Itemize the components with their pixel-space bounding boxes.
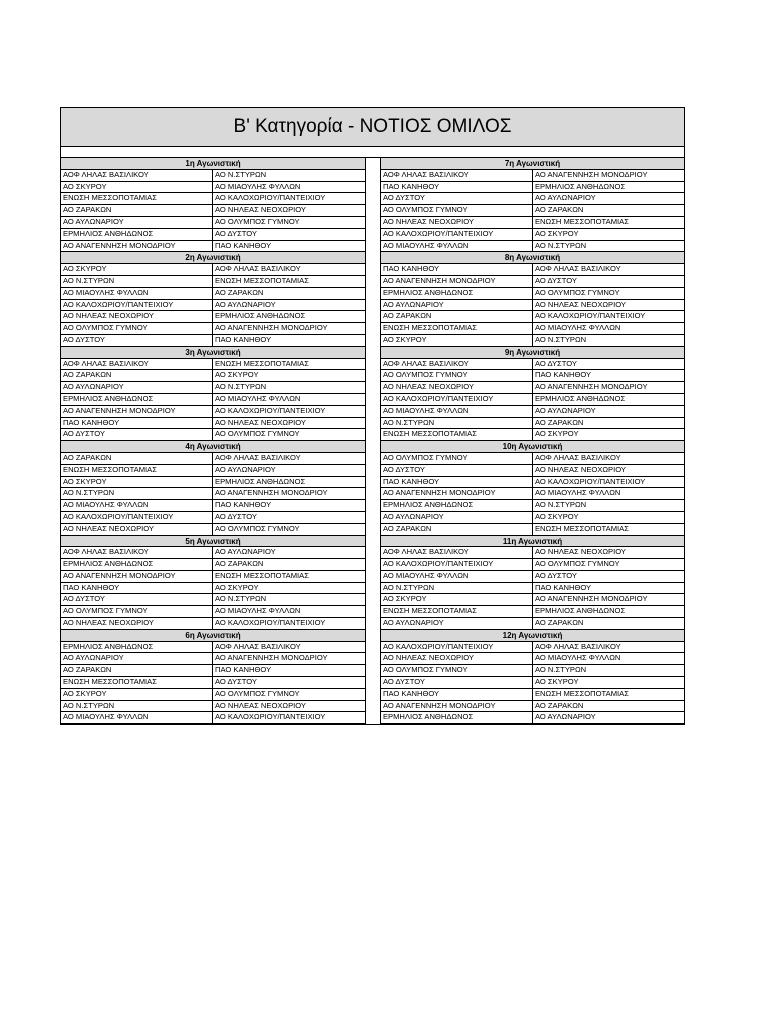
home-team-cell: ΑΟ ΟΛΥΜΠΟΣ ΓΥΜΝΟΥ [381,453,533,464]
home-team-cell: ΑΟ Ν.ΣΤΥΡΩΝ [381,418,533,429]
home-team-cell: ΑΟ ΝΗΛΕΑΣ ΝΕΟΧΩΡΙΟΥ [381,653,533,664]
away-team-cell: ΑΟ ΔΥΣΤΟΥ [215,511,257,521]
away-team-cell: ΑΟ ΟΛΥΜΠΟΣ ΓΥΜΝΟΥ [534,559,620,569]
away-team-cell: ΕΝΩΣΗ ΜΕΣΣΟΠΟΤΑΜΙΑΣ [534,216,629,226]
away-team-cell: ΑΟ ΚΑΛΟΧΩΡΙΟΥ/ΠΑΝΤΕΙΧΙΟΥ [534,476,646,486]
match-row [61,335,365,347]
round-header: 7η Αγωνιστική [381,158,684,170]
match-row [381,653,684,665]
match-row [381,323,684,335]
round-block [61,252,365,346]
match-row [61,229,365,241]
match-row [61,477,365,489]
home-team-cell: ΕΡΜΗΛΙΟΣ ΑΝΘΗΔΩΝΟΣ [381,712,533,723]
away-team-cell: ΑΟ ΝΗΛΕΑΣ ΝΕΟΧΩΡΙΟΥ [215,700,306,710]
away-team-cell: ΑΟ ΣΚΥΡΟΥ [534,429,579,439]
away-team-cell: ΑΟ ΑΥΛΩΝΑΡΙΟΥ [534,712,596,722]
away-team-cell: ΑΟ ΝΗΛΕΑΣ ΝΕΟΧΩΡΙΟΥ [534,299,626,309]
match-row [61,370,365,382]
match-row [381,477,684,489]
match-row [381,583,684,595]
home-team-cell: ΑΟ ΟΛΥΜΠΟΣ ΓΥΜΝΟΥ [381,205,533,216]
home-team-cell: ΑΟ ΚΑΛΟΧΩΡΙΟΥ/ΠΑΝΤΕΙΧΙΟΥ [381,394,533,405]
home-team-cell: ΑΟ ΟΛΥΜΠΟΣ ΓΥΜΝΟΥ [61,323,213,334]
away-team-cell: ΕΡΜΗΛΙΟΣ ΑΝΘΗΔΩΝΟΣ [534,181,626,191]
away-team-cell: ΑΟ ΔΥΣΤΟΥ [215,228,257,238]
away-team-cell: ΑΟ ΑΝΑΓΕΝΝΗΣΗ ΜΟΝΟΔΡΙΟΥ [534,382,648,392]
away-team-cell: ΑΟ Ν.ΣΤΥΡΩΝ [534,240,587,250]
away-team-cell: ΑΟ ΜΙΑΟΥΛΗΣ ΦΥΛΛΩΝ [534,653,621,663]
match-row [61,583,365,595]
round-block [61,158,365,252]
match-row [61,712,365,724]
match-row [381,465,684,477]
match-row [61,689,365,701]
round-header: 11η Αγωνιστική [381,536,684,548]
match-row [381,429,684,441]
home-team-cell: ΑΟ ΜΙΑΟΥΛΗΣ ΦΥΛΛΩΝ [61,288,213,299]
home-team-cell: ΕΡΜΗΛΙΟΣ ΑΝΘΗΔΩΝΟΣ [61,559,213,570]
away-team-cell: ΑΟΦ ΛΗΛΑΣ ΒΑΣΙΛΙΚΟΥ [215,641,301,651]
round-block [61,441,365,535]
match-row [381,571,684,583]
home-team-cell: ΑΟ ΣΚΥΡΟΥ [381,594,533,605]
away-team-cell: ΕΡΜΗΛΙΟΣ ΑΝΘΗΔΩΝΟΣ [534,606,626,616]
away-team-cell: ΑΟ Ν.ΣΤΥΡΩΝ [215,594,267,604]
match-row [61,323,365,335]
home-team-cell: ΑΟ ΚΑΛΟΧΩΡΙΟΥ/ΠΑΝΤΕΙΧΙΟΥ [61,512,213,523]
away-team-cell: ΑΟ ΣΚΥΡΟΥ [534,677,579,687]
home-team-cell: ΑΟ ΔΥΣΤΟΥ [381,193,533,204]
match-row [61,465,365,477]
home-team-cell: ΑΟΦ ΛΗΛΑΣ ΒΑΣΙΛΙΚΟΥ [381,359,533,370]
match-row [61,359,365,371]
away-team-cell: ΑΟ ΣΚΥΡΟΥ [534,228,579,238]
match-row [381,500,684,512]
away-team-cell: ΠΑΟ ΚΑΝΗΘΟΥ [534,370,592,380]
left-rounds-column [61,158,366,724]
match-row [61,193,365,205]
home-team-cell: ΑΟ Ν.ΣΤΥΡΩΝ [61,701,213,712]
away-team-cell: ΑΟ ΖΑΡΑΚΩΝ [534,205,584,215]
home-team-cell: ΑΟ Ν.ΣΤΥΡΩΝ [381,583,533,594]
away-team-cell: ΑΟ ΑΝΑΓΕΝΝΗΣΗ ΜΟΝΟΔΡΙΟΥ [534,594,648,604]
home-team-cell: ΑΟ ΝΗΛΕΑΣ ΝΕΟΧΩΡΙΟΥ [381,382,533,393]
home-team-cell: ΑΟ ΜΙΑΟΥΛΗΣ ΦΥΛΛΩΝ [381,406,533,417]
match-row [381,382,684,394]
away-team-cell: ΕΝΩΣΗ ΜΕΣΣΟΠΟΤΑΜΙΑΣ [215,275,309,285]
away-team-cell: ΕΡΜΗΛΙΟΣ ΑΝΘΗΔΩΝΟΣ [215,311,306,321]
home-team-cell: ΑΟ ΚΑΛΟΧΩΡΙΟΥ/ΠΑΝΤΕΙΧΙΟΥ [61,300,213,311]
match-row [381,642,684,654]
away-team-cell: ΑΟ ΚΑΛΟΧΩΡΙΟΥ/ΠΑΝΤΕΙΧΙΟΥ [534,311,646,321]
home-team-cell: ΑΟ ΟΛΥΜΠΟΣ ΓΥΜΝΟΥ [381,370,533,381]
home-team-cell: ΕΡΜΗΛΙΟΣ ΑΝΘΗΔΩΝΟΣ [381,288,533,299]
away-team-cell: ΕΝΩΣΗ ΜΕΣΣΟΠΟΤΑΜΙΑΣ [215,358,309,368]
schedule-grid [61,158,684,724]
away-team-cell: ΑΟ ΣΚΥΡΟΥ [534,511,579,521]
home-team-cell: ΑΟ ΣΚΥΡΟΥ [61,477,213,488]
away-team-cell: ΑΟ ΜΙΑΟΥΛΗΣ ΦΥΛΛΩΝ [215,181,301,191]
match-row [381,370,684,382]
match-row [381,665,684,677]
match-row [381,264,684,276]
round-block [61,536,365,630]
home-team-cell: ΑΟ ΖΑΡΑΚΩΝ [61,453,213,464]
round-header: 2η Αγωνιστική [61,252,365,264]
home-team-cell: ΑΟΦ ΛΗΛΑΣ ΒΑΣΙΛΙΚΟΥ [381,547,533,558]
match-row [381,512,684,524]
home-team-cell: ΑΟ ΑΝΑΓΕΝΝΗΣΗ ΜΟΝΟΔΡΙΟΥ [381,701,533,712]
home-team-cell: ΑΟ ΖΑΡΑΚΩΝ [61,665,213,676]
home-team-cell: ΠΑΟ ΚΑΝΗΘΟΥ [381,689,533,700]
away-team-cell: ΑΟ ΖΑΡΑΚΩΝ [534,618,584,628]
match-row [381,618,684,630]
home-team-cell: ΑΟ ΔΥΣΤΟΥ [61,429,213,440]
match-row [61,571,365,583]
round-header: 4η Αγωνιστική [61,441,365,453]
home-team-cell: ΕΝΩΣΗ ΜΕΣΣΟΠΟΤΑΜΙΑΣ [381,323,533,334]
home-team-cell: ΑΟ ΣΚΥΡΟΥ [61,264,213,275]
match-row [61,300,365,312]
away-team-cell: ΠΑΟ ΚΑΝΗΘΟΥ [215,240,272,250]
away-team-cell: ΠΑΟ ΚΑΝΗΘΟΥ [534,582,592,592]
home-team-cell: ΑΟ ΑΝΑΓΕΝΝΗΣΗ ΜΟΝΟΔΡΙΟΥ [61,406,213,417]
match-row [61,512,365,524]
match-row [381,606,684,618]
away-team-cell: ΑΟ ΟΛΥΜΠΟΣ ΓΥΜΝΟΥ [215,216,300,226]
away-team-cell: ΑΟ ΑΝΑΓΕΝΝΗΣΗ ΜΟΝΟΔΡΙΟΥ [215,488,328,498]
away-team-cell: ΑΟ ΟΛΥΜΠΟΣ ΓΥΜΝΟΥ [215,523,300,533]
away-team-cell: ΑΟ ΑΥΛΩΝΑΡΙΟΥ [534,405,596,415]
away-team-cell: ΑΟ ΔΥΣΤΟΥ [534,275,577,285]
match-row [381,524,684,536]
away-team-cell: ΑΟ Ν.ΣΤΥΡΩΝ [534,334,587,344]
home-team-cell: ΑΟ ΚΑΛΟΧΩΡΙΟΥ/ΠΑΝΤΕΙΧΙΟΥ [381,642,533,653]
away-team-cell: ΠΑΟ ΚΑΝΗΘΟΥ [215,665,272,675]
home-team-cell: ΑΟ ΑΥΛΩΝΑΡΙΟΥ [61,217,213,228]
home-team-cell: ΑΟ ΝΗΛΕΑΣ ΝΕΟΧΩΡΙΟΥ [61,311,213,322]
round-header: 9η Αγωνιστική [381,347,684,359]
away-team-cell: ΑΟ ΑΥΛΩΝΑΡΙΟΥ [215,299,276,309]
home-team-cell: ΑΟ ΑΥΛΩΝΑΡΙΟΥ [381,300,533,311]
away-team-cell: ΠΑΟ ΚΑΝΗΘΟΥ [215,334,272,344]
home-team-cell: ΑΟΦ ΛΗΛΑΣ ΒΑΣΙΛΙΚΟΥ [381,170,533,181]
home-team-cell: ΑΟΦ ΛΗΛΑΣ ΒΑΣΙΛΙΚΟΥ [61,359,213,370]
away-team-cell: ΑΟ ΔΥΣΤΟΥ [215,677,257,687]
home-team-cell: ΑΟ ΚΑΛΟΧΩΡΙΟΥ/ΠΑΝΤΕΙΧΙΟΥ [381,229,533,240]
away-team-cell: ΑΟ ΑΝΑΓΕΝΝΗΣΗ ΜΟΝΟΔΡΙΟΥ [534,169,648,179]
home-team-cell: ΑΟ Ν.ΣΤΥΡΩΝ [61,276,213,287]
away-team-cell: ΑΟΦ ΛΗΛΑΣ ΒΑΣΙΛΙΚΟΥ [215,264,301,274]
away-team-cell: ΑΟ ΜΙΑΟΥΛΗΣ ΦΥΛΛΩΝ [534,323,621,333]
home-team-cell: ΑΟ ΟΛΥΜΠΟΣ ΓΥΜΝΟΥ [381,665,533,676]
right-rounds-column [380,158,684,724]
match-row [381,193,684,205]
home-team-cell: ΑΟ ΑΝΑΓΕΝΝΗΣΗ ΜΟΝΟΔΡΙΟΥ [381,276,533,287]
home-team-cell: ΑΟ ΚΑΛΟΧΩΡΙΟΥ/ΠΑΝΤΕΙΧΙΟΥ [381,559,533,570]
away-team-cell: ΑΟ ΣΚΥΡΟΥ [215,370,259,380]
away-team-cell: ΑΟ ΜΙΑΟΥΛΗΣ ΦΥΛΛΩΝ [215,393,301,403]
match-row [61,394,365,406]
home-team-cell: ΑΟ ΑΥΛΩΝΑΡΙΟΥ [61,382,213,393]
away-team-cell: ΑΟ ΖΑΡΑΚΩΝ [534,417,584,427]
home-team-cell: ΑΟ ΖΑΡΑΚΩΝ [61,205,213,216]
match-row [381,217,684,229]
home-team-cell: ΕΝΩΣΗ ΜΕΣΣΟΠΟΤΑΜΙΑΣ [381,606,533,617]
round-block [381,252,684,346]
home-team-cell: ΑΟ ΜΙΑΟΥΛΗΣ ΦΥΛΛΩΝ [381,571,533,582]
home-team-cell: ΠΑΟ ΚΑΝΗΘΟΥ [61,583,213,594]
home-team-cell: ΑΟ ΔΥΣΤΟΥ [61,335,213,346]
away-team-cell: ΑΟ ΑΝΑΓΕΝΝΗΣΗ ΜΟΝΟΔΡΙΟΥ [215,323,328,333]
home-team-cell: ΑΟ ΑΝΑΓΕΝΝΗΣΗ ΜΟΝΟΔΡΙΟΥ [61,241,213,252]
match-row [61,241,365,253]
home-team-cell: ΑΟ ΟΛΥΜΠΟΣ ΓΥΜΝΟΥ [61,606,213,617]
match-row [381,453,684,465]
away-team-cell: ΑΟ ΔΥΣΤΟΥ [534,570,577,580]
match-row [61,453,365,465]
match-row [381,701,684,713]
away-team-cell: ΑΟ ΚΑΛΟΧΩΡΙΟΥ/ΠΑΝΤΕΙΧΙΟΥ [215,405,326,415]
match-row [61,182,365,194]
away-team-cell: ΠΑΟ ΚΑΝΗΘΟΥ [215,500,272,510]
match-row [381,406,684,418]
home-team-cell: ΕΝΩΣΗ ΜΕΣΣΟΠΟΤΑΜΙΑΣ [61,465,213,476]
round-header: 1η Αγωνιστική [61,158,365,170]
match-row [381,394,684,406]
round-header: 5η Αγωνιστική [61,536,365,548]
home-team-cell: ΠΑΟ ΚΑΝΗΘΟΥ [381,182,533,193]
home-team-cell: ΑΟΦ ΛΗΛΑΣ ΒΑΣΙΛΙΚΟΥ [61,170,213,181]
away-team-cell: ΑΟ ΜΙΑΟΥΛΗΣ ΦΥΛΛΩΝ [215,606,301,616]
away-team-cell: ΑΟ ΚΑΛΟΧΩΡΙΟΥ/ΠΑΝΤΕΙΧΙΟΥ [215,712,326,722]
match-row [381,488,684,500]
match-row [61,170,365,182]
away-team-cell: ΑΟ ΚΑΛΟΧΩΡΙΟΥ/ΠΑΝΤΕΙΧΙΟΥ [215,193,326,203]
away-team-cell: ΑΟ Ν.ΣΤΥΡΩΝ [215,169,267,179]
home-team-cell: ΑΟ ΖΑΡΑΚΩΝ [381,311,533,322]
match-row [381,170,684,182]
match-row [381,300,684,312]
round-header: 10η Αγωνιστική [381,441,684,453]
away-team-cell: ΑΟ ΟΛΥΜΠΟΣ ΓΥΜΝΟΥ [215,688,300,698]
home-team-cell: ΕΡΜΗΛΙΟΣ ΑΝΘΗΔΩΝΟΣ [61,394,213,405]
away-team-cell: ΑΟ ΔΥΣΤΟΥ [534,358,577,368]
match-row [61,217,365,229]
match-row [381,205,684,217]
home-team-cell: ΑΟ ΖΑΡΑΚΩΝ [61,370,213,381]
match-row [61,701,365,713]
match-row [61,559,365,571]
match-row [61,594,365,606]
round-header: 8η Αγωνιστική [381,252,684,264]
away-team-cell: ΑΟ ΝΗΛΕΑΣ ΝΕΟΧΩΡΙΟΥ [215,205,306,215]
match-row [61,606,365,618]
title-spacer-row [61,147,684,158]
away-team-cell: ΑΟ ΝΗΛΕΑΣ ΝΕΟΧΩΡΙΟΥ [534,547,626,557]
home-team-cell: ΠΑΟ ΚΑΝΗΘΟΥ [381,264,533,275]
away-team-cell: ΑΟΦ ΛΗΛΑΣ ΒΑΣΙΛΙΚΟΥ [534,452,621,462]
match-row [381,559,684,571]
away-team-cell: ΕΝΩΣΗ ΜΕΣΣΟΠΟΤΑΜΙΑΣ [215,570,309,580]
away-team-cell: ΑΟ ΑΝΑΓΕΝΝΗΣΗ ΜΟΝΟΔΡΙΟΥ [215,653,328,663]
match-row [381,359,684,371]
match-row [61,500,365,512]
round-block [381,441,684,535]
home-team-cell: ΠΑΟ ΚΑΝΗΘΟΥ [61,418,213,429]
match-row [61,665,365,677]
away-team-cell: ΑΟ ΖΑΡΑΚΩΝ [215,287,264,297]
match-row [381,418,684,430]
match-row [61,276,365,288]
round-block [61,347,365,441]
match-row [381,594,684,606]
away-team-cell: ΑΟ ΟΛΥΜΠΟΣ ΓΥΜΝΟΥ [534,287,620,297]
schedule-sheet [60,107,685,725]
away-team-cell: ΕΡΜΗΛΙΟΣ ΑΝΘΗΔΩΝΟΣ [215,476,306,486]
round-block [381,158,684,252]
match-row [61,288,365,300]
round-block [381,347,684,441]
home-team-cell: ΑΟ ΑΥΛΩΝΑΡΙΟΥ [381,512,533,523]
match-row [381,241,684,253]
match-row [61,642,365,654]
away-team-cell: ΑΟ ΜΙΑΟΥΛΗΣ ΦΥΛΛΩΝ [534,488,621,498]
home-team-cell: ΑΟ ΔΥΣΤΟΥ [61,594,213,605]
away-team-cell: ΑΟ ΝΗΛΕΑΣ ΝΕΟΧΩΡΙΟΥ [534,464,626,474]
match-row [61,429,365,441]
home-team-cell: ΑΟ ΑΥΛΩΝΑΡΙΟΥ [381,618,533,629]
away-team-cell: ΑΟ ΖΑΡΑΚΩΝ [534,700,584,710]
match-row [61,524,365,536]
home-team-cell: ΑΟ ΣΚΥΡΟΥ [61,182,213,193]
home-team-cell: ΑΟ ΜΙΑΟΥΛΗΣ ΦΥΛΛΩΝ [61,500,213,511]
match-row [61,547,365,559]
match-row [61,311,365,323]
home-team-cell: ΑΟ ΑΝΑΓΕΝΝΗΣΗ ΜΟΝΟΔΡΙΟΥ [61,571,213,582]
match-row [381,276,684,288]
home-team-cell: ΕΝΩΣΗ ΜΕΣΣΟΠΟΤΑΜΙΑΣ [381,429,533,440]
match-row [381,677,684,689]
home-team-cell: ΕΡΜΗΛΙΟΣ ΑΝΘΗΔΩΝΟΣ [61,642,213,653]
home-team-cell: ΑΟ ΖΑΡΑΚΩΝ [381,524,533,535]
home-team-cell: ΠΑΟ ΚΑΝΗΘΟΥ [381,477,533,488]
round-header: 6η Αγωνιστική [61,630,365,642]
away-team-cell: ΑΟΦ ΛΗΛΑΣ ΒΑΣΙΛΙΚΟΥ [534,264,621,274]
match-row [381,229,684,241]
away-team-cell: ΑΟ Ν.ΣΤΥΡΩΝ [534,665,587,675]
away-team-cell: ΑΟ ΣΚΥΡΟΥ [215,582,259,592]
home-team-cell: ΑΟ ΣΚΥΡΟΥ [61,689,213,700]
match-row [61,488,365,500]
round-header: 12η Αγωνιστική [381,630,684,642]
away-team-cell: ΑΟ Ν.ΣΤΥΡΩΝ [215,382,267,392]
home-team-cell: ΑΟ ΝΗΛΕΑΣ ΝΕΟΧΩΡΙΟΥ [61,618,213,629]
away-team-cell: ΑΟ ΚΑΛΟΧΩΡΙΟΥ/ΠΑΝΤΕΙΧΙΟΥ [215,618,326,628]
home-team-cell: ΕΝΩΣΗ ΜΕΣΣΟΠΟΤΑΜΙΑΣ [61,193,213,204]
round-block [61,630,365,724]
round-header: 3η Αγωνιστική [61,347,365,359]
match-row [381,182,684,194]
home-team-cell: ΕΡΜΗΛΙΟΣ ΑΝΘΗΔΩΝΟΣ [61,229,213,240]
home-team-cell: ΑΟ ΣΚΥΡΟΥ [381,335,533,346]
match-row [61,653,365,665]
away-team-cell: ΑΟ ΑΥΛΩΝΑΡΙΟΥ [215,464,276,474]
match-row [61,618,365,630]
away-team-cell: ΑΟ ΑΥΛΩΝΑΡΙΟΥ [215,547,276,557]
home-team-cell: ΑΟ ΑΝΑΓΕΝΝΗΣΗ ΜΟΝΟΔΡΙΟΥ [381,488,533,499]
away-team-cell: ΕΝΩΣΗ ΜΕΣΣΟΠΟΤΑΜΙΑΣ [534,523,629,533]
home-team-cell: ΑΟ ΝΗΛΕΑΣ ΝΕΟΧΩΡΙΟΥ [61,524,213,535]
away-team-cell: ΑΟ ΝΗΛΕΑΣ ΝΕΟΧΩΡΙΟΥ [215,417,306,427]
away-team-cell: ΕΝΩΣΗ ΜΕΣΣΟΠΟΤΑΜΙΑΣ [534,688,629,698]
home-team-cell: ΑΟ ΜΙΑΟΥΛΗΣ ΦΥΛΛΩΝ [381,241,533,252]
home-team-cell: ΕΡΜΗΛΙΟΣ ΑΝΘΗΔΩΝΟΣ [381,500,533,511]
home-team-cell: ΑΟ ΔΥΣΤΟΥ [381,465,533,476]
away-team-cell: ΑΟΦ ΛΗΛΑΣ ΒΑΣΙΛΙΚΟΥ [534,641,621,651]
match-row [61,406,365,418]
match-row [381,712,684,724]
away-team-cell: ΑΟΦ ΛΗΛΑΣ ΒΑΣΙΛΙΚΟΥ [215,452,301,462]
away-team-cell: ΑΟ Ν.ΣΤΥΡΩΝ [534,500,587,510]
match-row [61,264,365,276]
home-team-cell: ΑΟ ΑΥΛΩΝΑΡΙΟΥ [61,653,213,664]
match-row [381,547,684,559]
away-team-cell: ΑΟ ΖΑΡΑΚΩΝ [215,559,264,569]
away-team-cell: ΑΟ ΟΛΥΜΠΟΣ ΓΥΜΝΟΥ [215,429,300,439]
match-row [381,288,684,300]
home-team-cell: ΑΟ Ν.ΣΤΥΡΩΝ [61,488,213,499]
match-row [61,382,365,394]
match-row [381,335,684,347]
away-team-cell: ΕΡΜΗΛΙΟΣ ΑΝΘΗΔΩΝΟΣ [534,393,626,403]
round-block [381,536,684,630]
home-team-cell: ΑΟ ΜΙΑΟΥΛΗΣ ΦΥΛΛΩΝ [61,712,213,723]
home-team-cell: ΕΝΩΣΗ ΜΕΣΣΟΠΟΤΑΜΙΑΣ [61,677,213,688]
home-team-cell: ΑΟ ΔΥΣΤΟΥ [381,677,533,688]
home-team-cell: ΑΟ ΝΗΛΕΑΣ ΝΕΟΧΩΡΙΟΥ [381,217,533,228]
home-team-cell: ΑΟΦ ΛΗΛΑΣ ΒΑΣΙΛΙΚΟΥ [61,547,213,558]
round-block [381,630,684,724]
match-row [381,689,684,701]
away-team-cell: ΑΟ ΑΥΛΩΝΑΡΙΟΥ [534,193,596,203]
match-row [61,205,365,217]
match-row [61,677,365,689]
match-row [61,418,365,430]
match-row [381,311,684,323]
page-title: Β' Κατηγορία - ΝΟΤΙΟΣ ΟΜΙΛΟΣ [61,108,684,147]
